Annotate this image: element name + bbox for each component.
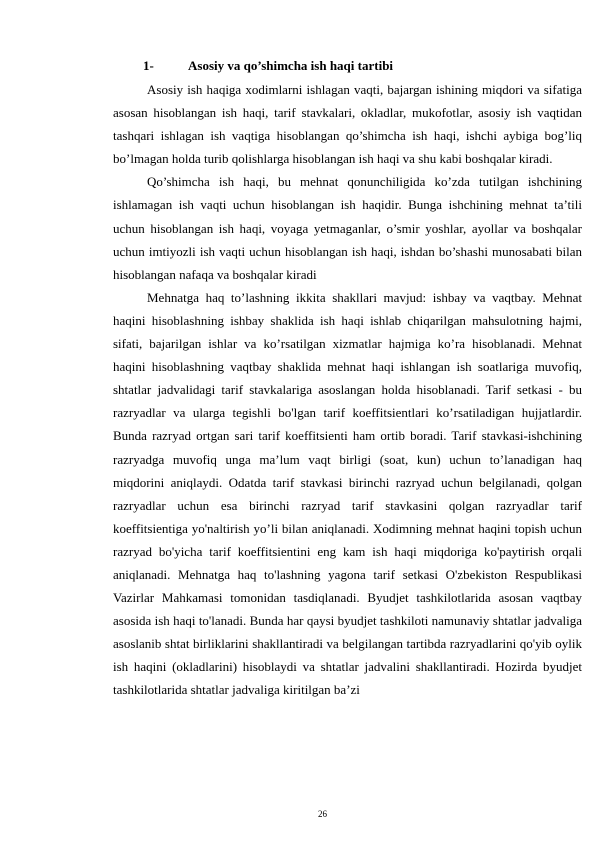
paragraph-basic-salary: Asosiy ish haqiga xodimlarni ishlagan vaqti, bajargan ishining miqdori va sifatiga asosan hisoblangan ish haqi, tarif stavkalari, okladlar, mukofotlar, asosiy ish vaqtidan tashqari ishlagan ish vaqtiga hisoblangan qo’shimcha ish haqi, ishchi aybiga bog’liq bo’lmagan holda turib qolishlarga hisoblangan ish haqi va shu kabi boshqalar kiradi. <box>113 82 582 167</box>
paragraph-payment-forms: Mehnatga haq to’lashning ikkita shakllari mavjud: ishbay va vaqtbay. Mehnat haqini hisoblashning ishbay shaklida ish haqi ishlab chiqarilgan mahsulotning hajmi, sifati, bajarilgan ishlar va ko’rsatilgan xizmatlar hajmiga ko’ra hisoblanadi. Mehnat haqini hisoblashning vaqtbay shaklida mehnat haqi ishlangan ish soatlariga muvofiq, shtatlar jadvalidagi tarif stavkalariga asoslangan holda hisoblanadi. Tarif setkasi - bu razryadlar va ularga tegishli bo'lgan tarif koeffitsientlari ko’rsatiladigan hujjatlardir. Bunda razryad ortgan sari tarif koeffitsienti ham ortib boradi. Tarif stavkasi-ishchining razryadga muvofiq unga ma’lum vaqt birligi (soat, kun) uchun to’lanadigan haq miqdorini aniqlaydi. Odatda tarif stavkasi birinchi razryad uchun belgilanadi, qolgan razryadlar uchun esa birinchi razryad tarif stavkasini qolgan razryadlar tarif koeffitsientiga yo'naltirish yo’li bilan aniqlanadi. Xodimning mehnat haqini topish uchun razryad bo'yicha tarif koeffitsientini eng kam ish haqi miqdoriga ko'paytirish orqali aniqlanadi. Mehnatga haq to'lashning yagona tarif setkasi O'zbekiston Respublikasi Vazirlar Mahkamasi tomonidan tasdiqlanadi. Byudjet tashkilotlarida asosan vaqtbay asosida ish haqi to'lanadi. Bunda har qaysi byudjet tashkiloti namunaviy shtatlar jadvaliga asoslanib shtat birliklarini shakllantiradi va belgilangan tartibda razryadlarini qo'yib oylik ish haqini (okladlarini) hisoblaydi va shtatlar jadvalini shakllantiradi. Hozirda byudjet tashkilotlarida shtatlar jadvaliga kiritilgan ba’zi <box>113 289 582 698</box>
body-text <box>113 78 582 702</box>
paragraph-additional-salary: Qo’shimcha ish haqi, bu mehnat qonunchiligida ko’zda tutilgan ishchining ishlamagan ish vaqti uchun hisoblangan ish haqidir. Bunga ishchining mehnat ta’tili uchun hisoblangan ish haqi, voyaga yetmaganlar, o’smir yoshlar, ayollar va boshqalar uchun imtiyozli ish vaqti uchun hisoblangan ish haqi, ishdan bo’shashi munosabati bilan hisoblangan nafaqa va boshqalar kiradi <box>113 174 582 282</box>
section-heading <box>143 58 393 74</box>
section-title: Asosiy va qo’shimcha ish haqi tartibi <box>188 58 394 73</box>
page-number: 26 <box>318 809 327 819</box>
section-number: 1- <box>143 58 154 73</box>
